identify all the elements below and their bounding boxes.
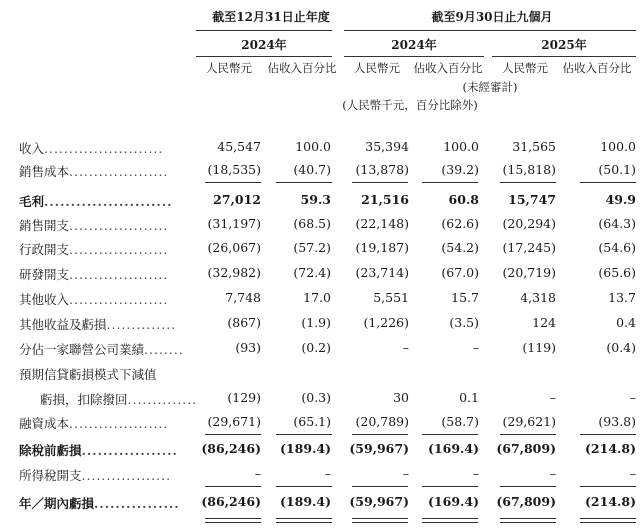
row-value: 100.0 [600,139,636,154]
row-value: (62.6) [441,216,479,231]
unit-note: (人民幣千元，百分比除外) [342,98,478,112]
row-value: (0.4) [606,340,636,355]
leader-dots: ........................ [44,141,164,156]
row-value: 35,394 [365,139,409,154]
subtotal-rule [580,434,636,435]
row-value: (129) [227,390,261,405]
row-value: 30 [393,390,409,405]
row-value: (72.4) [293,265,331,280]
subtotal-rule [500,434,556,435]
row-label-text: 所得稅開支 [19,468,82,483]
row-label [40,390,197,408]
leader-dots: .................... [69,164,169,179]
leader-dots: ........................ [44,194,173,209]
row-value: 27,012 [213,192,261,207]
leader-dots: .................... [69,292,169,307]
subtotal-rule [352,434,408,435]
row-label-text: 毛利 [19,194,45,209]
row-value: (22,148) [355,216,409,231]
header-rule-year [196,30,332,31]
leader-dots: ........ [144,342,184,357]
row-label-text: 分佔一家聯營公司業績 [19,342,145,357]
row-value: 0.1 [459,390,479,405]
row-value: (13,878) [355,162,409,177]
row-value: (3.5) [449,315,479,330]
row-value: 4,318 [520,290,556,305]
row-value: 0.4 [616,315,636,330]
row-value: (119) [522,340,556,355]
row-label-text: 預期信貸虧損模式下減值 [19,367,157,382]
row-label-text: 其他收益及虧損 [19,317,107,332]
subtotal-rule [580,486,636,487]
row-label [19,494,180,512]
subtotal-rule [276,182,332,183]
row-value: (68.5) [293,216,331,231]
row-value: (93) [235,340,261,355]
total-double-rule-2 [276,518,332,523]
total-double-rule-3 [352,518,408,523]
row-value: (1.9) [301,315,331,330]
leader-dots: .................... [69,416,169,431]
header-year-2024: 2024年 [241,38,287,52]
leader-dots: .................. [81,468,172,483]
row-value: (64.3) [598,216,636,231]
header-rule-2025 [492,56,636,57]
header-period-nine: 截至9月30日止九個月 [431,10,553,24]
row-value: (189.4) [280,494,331,509]
row-value: (65.6) [598,265,636,280]
row-label [19,365,157,383]
row-value: – [402,340,409,355]
row-value: (40.7) [293,162,331,177]
col-rmb-3: 人民幣元 [502,61,548,75]
row-label [19,240,168,258]
leader-dots: ................ [94,496,180,511]
row-label [19,340,184,358]
col-pct-1: 佔收入百分比 [267,61,337,75]
leader-dots: .................. [81,443,178,458]
row-label [19,265,168,283]
row-value: (67.0) [441,265,479,280]
row-value: (1,226) [363,315,409,330]
header-rule-nine [344,30,636,31]
total-double-rule-1 [205,518,261,523]
row-value: – [324,466,331,481]
row-value: – [402,466,409,481]
subtotal-rule [500,182,556,183]
row-value: (0.3) [301,390,331,405]
row-label-text: 虧損，扣除撥回 [40,392,128,407]
subtotal-rule [352,486,408,487]
row-value: 15,747 [508,192,556,207]
row-value: (57.2) [293,240,331,255]
row-value: – [472,466,479,481]
row-value: (20,719) [502,265,556,280]
total-double-rule-5 [500,518,556,523]
row-label [19,414,168,432]
row-value: (15,818) [502,162,556,177]
row-label-text: 研發開支 [19,267,70,282]
leader-dots: .............. [127,392,198,407]
leader-dots: .................... [69,242,169,257]
row-value: (29,671) [207,414,261,429]
row-value: (29,621) [502,414,556,429]
row-label-text: 銷售開支 [19,218,70,233]
row-label-text: 行政開支 [19,242,70,257]
row-value: (189.4) [280,441,331,456]
row-value: 5,551 [373,290,409,305]
row-value: (23,714) [355,265,409,280]
header-period-year: 截至12月31日止年度 [212,10,330,24]
row-value: (86,246) [201,494,261,509]
row-value: (59,967) [349,441,409,456]
row-value: (31,197) [207,216,261,231]
row-value: (50.1) [598,162,636,177]
subtotal-rule [422,486,478,487]
unaudited-note: (未經審計) [462,80,518,94]
row-value: 21,516 [361,192,409,207]
row-value: 17.0 [303,290,331,305]
row-value: (214.8) [585,441,636,456]
row-value: 45,547 [217,139,261,154]
leader-dots: .............. [106,317,177,332]
col-rmb-2: 人民幣元 [354,61,400,75]
subtotal-rule [352,182,408,183]
row-label-text: 融資成本 [19,416,70,431]
row-value: 60.8 [448,192,479,207]
row-label [19,315,176,333]
row-value: 15.7 [451,290,479,305]
subtotal-rule [422,434,478,435]
row-value: (867) [227,315,261,330]
row-value: 100.0 [295,139,331,154]
subtotal-rule [500,486,556,487]
row-value: (59,967) [349,494,409,509]
row-label [19,466,171,484]
row-label-text: 收入 [19,141,45,156]
col-pct-2: 佔收入百分比 [413,61,483,75]
row-value: (0.2) [301,340,331,355]
row-label-text: 銷售成本 [19,164,70,179]
row-value: (20,294) [502,216,556,231]
subtotal-rule [580,182,636,183]
row-value: – [629,390,636,405]
leader-dots: .................... [69,267,169,282]
row-value: (17,245) [502,240,556,255]
row-value: (169.4) [428,441,479,456]
subtotal-rule [205,182,261,183]
row-value: (67,809) [496,494,556,509]
header-nine-2025: 2025年 [541,38,587,52]
row-value: (86,246) [201,441,261,456]
row-value: 124 [532,315,556,330]
row-value: (169.4) [428,494,479,509]
row-label-text: 除稅前虧損 [19,443,82,458]
row-value: (39.2) [441,162,479,177]
col-rmb-1: 人民幣元 [206,61,252,75]
subtotal-rule [205,486,261,487]
row-value: (54.2) [441,240,479,255]
row-value: (32,982) [207,265,261,280]
col-pct-3: 佔收入百分比 [562,61,632,75]
row-value: – [549,390,556,405]
row-value: 13.7 [608,290,636,305]
row-value: (93.8) [598,414,636,429]
row-value: 49.9 [605,192,636,207]
row-value: (214.8) [585,494,636,509]
row-value: – [549,466,556,481]
subtotal-rule [422,182,478,183]
row-label-text: 其他收入 [19,292,70,307]
subtotal-rule [276,434,332,435]
subtotal-rule [205,434,261,435]
row-value: – [254,466,261,481]
subtotal-rule [276,486,332,487]
row-label [19,162,168,180]
row-label [19,216,168,234]
row-value: (19,187) [355,240,409,255]
row-value: 31,565 [512,139,556,154]
total-double-rule-4 [422,518,478,523]
row-value: – [472,340,479,355]
row-value: (65.1) [293,414,331,429]
row-value: (18,535) [207,162,261,177]
total-double-rule-6 [580,518,636,523]
row-value: (54.6) [598,240,636,255]
row-value: (20,789) [355,414,409,429]
row-value: (58.7) [441,414,479,429]
header-nine-2024: 2024年 [391,38,437,52]
row-value: 100.0 [443,139,479,154]
row-value: (67,809) [496,441,556,456]
header-rule-2024b [344,56,484,57]
row-value: 7,748 [225,290,261,305]
row-label [19,192,172,210]
leader-dots: .................... [69,218,169,233]
row-label [19,290,168,308]
row-value: 59.3 [300,192,331,207]
header-rule-2024a [196,56,332,57]
row-value: – [629,466,636,481]
row-label [19,139,163,157]
row-label-text: 年／期內虧損 [19,496,95,511]
row-value: (26,067) [207,240,261,255]
row-label [19,441,178,459]
